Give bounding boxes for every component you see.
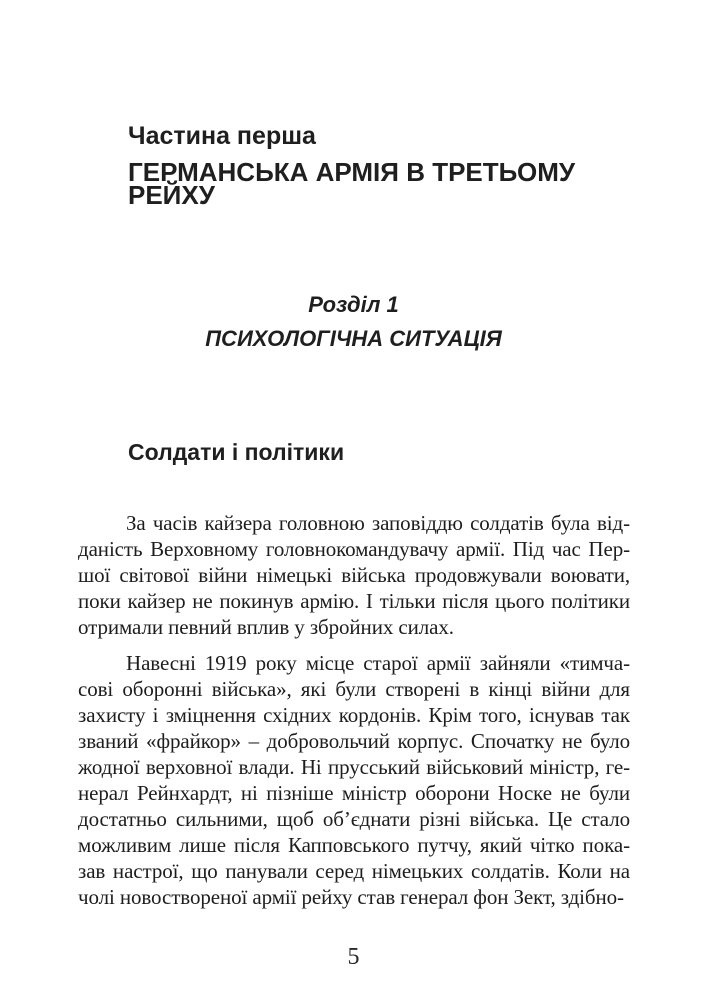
text-line: званий «фрайкор» – добровольчий корпус. Спочатку не було <box>78 729 630 753</box>
part-title-line: ГЕРМАНСЬКА АРМІЯ В ТРЕТЬОМУ <box>128 157 576 187</box>
body-paragraphs <box>78 510 630 910</box>
paragraph <box>78 510 630 640</box>
text-line: жодної верховної влади. Ні прусський військовий міністр, ге- <box>78 755 630 779</box>
text-line: поки кайзер не покинув армію. І тільки після цього політики <box>78 589 630 613</box>
page-number: 5 <box>347 944 360 970</box>
paragraph <box>78 650 630 910</box>
text-line: чолі новоствореної армії рейху став генерал фон Зект, здібно- <box>78 885 624 909</box>
text-line: достатньо сильними, щоб об’єднати різні війська. Це стало <box>78 807 630 831</box>
text-line: захисту і зміцнення східних кордонів. Крім того, існував так <box>78 703 630 727</box>
part-label: Частина перша <box>128 122 316 150</box>
part-title <box>128 157 576 210</box>
chapter-title: ПСИХОЛОГІЧНА СИТУАЦІЯ <box>205 326 502 351</box>
text-line: За часів кайзера головною заповіддю солдатів була від- <box>126 511 630 535</box>
part-title-line: РЕЙХУ <box>128 180 215 210</box>
text-line: Навесні 1919 року місце старої армії зайняли «тимча- <box>126 651 630 675</box>
text-line: сові оборонні війська», які були створені в кінці війни для <box>78 677 630 701</box>
text-line: даність Верховному головнокомандувачу армії. Під час Пер- <box>78 537 630 561</box>
text-line: зав настрої, що панували серед німецьких солдатів. Коли на <box>78 859 630 883</box>
section-heading: Солдати і політики <box>128 439 345 465</box>
chapter-label: Розділ 1 <box>308 292 399 317</box>
text-line: можливим лише після Капповського путчу, який чітко пока- <box>78 833 630 857</box>
text-line: отримали певний вплив у збройних силах. <box>78 615 454 639</box>
text-line: шої світової війни німецькі війська продовжували воювати, <box>78 563 630 587</box>
text-line: нерал Рейнхардт, ні пізніше міністр оборони Носке не були <box>78 781 630 805</box>
